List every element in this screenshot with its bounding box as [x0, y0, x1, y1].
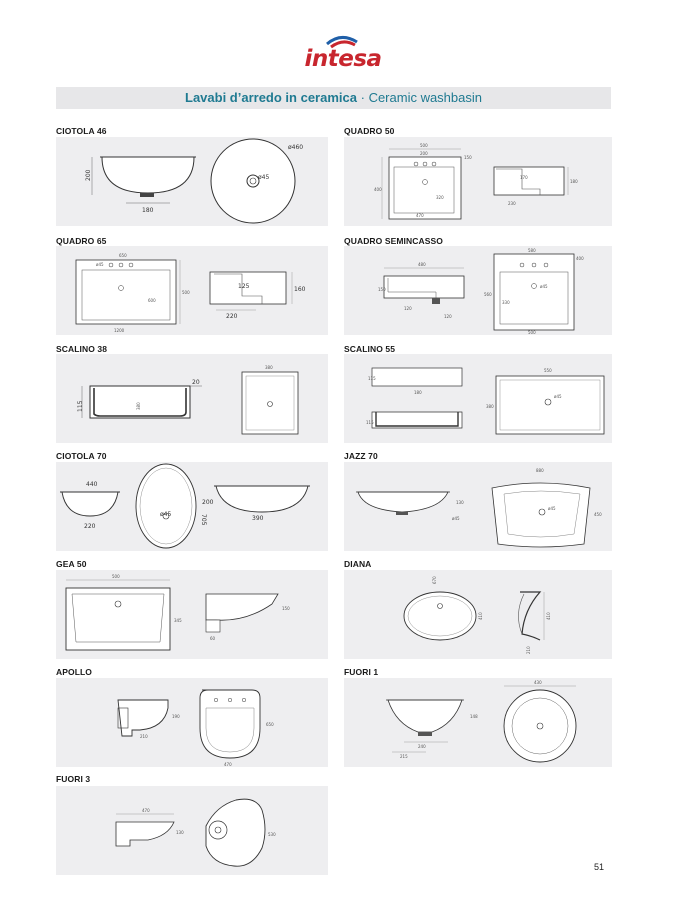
dim-label: 180: [142, 207, 154, 214]
title-english: Ceramic washbasin: [368, 90, 482, 105]
dim-label: 470: [142, 808, 150, 813]
scalino-55-drawing: [344, 354, 612, 443]
product-drawing-ciotola-70: [56, 462, 328, 551]
dim-label: 650: [119, 253, 127, 258]
dim-label: 560: [484, 292, 492, 297]
product-drawing-ciotola-46: [56, 137, 328, 226]
dim-label: ø45: [160, 511, 172, 518]
dim-label: 230: [508, 201, 516, 206]
dim-label: ø45: [540, 284, 548, 289]
dim-label: ø45: [258, 174, 270, 181]
product-name-apollo: APOLLO: [56, 667, 93, 677]
product-drawing-scalino-38: [56, 354, 328, 443]
product-name-gea-50: GEA 50: [56, 559, 87, 569]
dim-label: 115: [77, 400, 84, 412]
product-drawing-jazz-70: [344, 462, 612, 551]
dim-label: 150: [282, 606, 290, 611]
title-separator: ·: [360, 90, 365, 105]
product-drawing-diana: [344, 570, 612, 659]
product-drawing-quadro-50: [344, 137, 612, 226]
dim-label: 125: [238, 283, 250, 290]
product-name-ciotola-70: CIOTOLA 70: [56, 451, 107, 461]
dim-label: 400: [374, 187, 382, 192]
dim-label: 580: [528, 248, 536, 253]
apollo-drawing: [56, 678, 328, 767]
dim-label: 180: [570, 179, 578, 184]
ciotola-70-drawing: [56, 462, 328, 551]
dim-label: 210: [526, 646, 531, 654]
dim-label: 380: [265, 365, 273, 370]
page-header: [56, 87, 611, 109]
quadro-50-drawing: [344, 137, 612, 226]
dim-label: 480: [418, 262, 426, 267]
dim-label: 220: [226, 313, 238, 320]
scalino-38-drawing: [56, 354, 328, 443]
dim-label: 220: [84, 523, 96, 530]
fuori-1-drawing: [344, 678, 612, 767]
product-drawing-quadro-semincasso: [344, 246, 612, 335]
dim-label: 670: [432, 576, 437, 584]
dim-label: 530: [268, 832, 276, 837]
product-drawing-scalino-55: [344, 354, 612, 443]
dim-label: 130: [456, 500, 464, 505]
quadro-65-drawing: [56, 246, 328, 335]
dim-label: 410: [546, 612, 551, 620]
dim-label: 500: [182, 290, 190, 295]
jazz-70-drawing: [344, 462, 612, 551]
ciotola-46-drawing: [56, 137, 328, 226]
product-name-quadro-semincasso: QUADRO SEMINCASSO: [344, 236, 443, 246]
dim-label: ø45: [548, 506, 556, 511]
dim-label: 500: [420, 143, 428, 148]
dim-label: 200: [202, 499, 214, 506]
product-name-fuori-1: FUORI 1: [344, 667, 379, 677]
title-italian: Lavabi d’arredo in ceramica: [185, 90, 357, 105]
dim-label: 170: [520, 175, 528, 180]
product-drawing-gea-50: [56, 570, 328, 659]
product-name-jazz-70: JAZZ 70: [344, 451, 378, 461]
fuori-3-drawing: [56, 786, 328, 875]
dim-label: 115: [366, 420, 374, 425]
dim-label: 120: [404, 306, 412, 311]
dim-label: ø45: [554, 394, 562, 399]
dim-label: ø460: [288, 144, 304, 151]
dim-label: 470: [416, 213, 424, 218]
dim-label: ø45: [96, 262, 104, 267]
dim-label: 330: [502, 300, 510, 305]
product-name-quadro-65: QUADRO 65: [56, 236, 107, 246]
dim-label: 115: [368, 376, 376, 381]
brand-wordmark: intesa: [304, 46, 382, 72]
dim-label: 200: [420, 151, 428, 156]
dim-label: 650: [266, 722, 274, 727]
dim-label: 550: [544, 368, 552, 373]
dim-label: 215: [400, 754, 408, 759]
product-name-scalino-38: SCALINO 38: [56, 344, 108, 354]
dim-label: 440: [86, 481, 98, 488]
dim-label: 470: [224, 762, 232, 767]
dim-label: 60: [210, 636, 216, 641]
dim-label: 240: [418, 744, 426, 749]
brand-logo: [293, 28, 393, 78]
dim-label: 400: [576, 256, 584, 261]
dim-label: 380: [136, 402, 141, 410]
gea-50-drawing: [56, 570, 328, 659]
dim-label: 380: [486, 404, 494, 409]
dim-label: 430: [534, 680, 542, 685]
dim-label: ø45: [452, 516, 460, 521]
product-name-scalino-55: SCALINO 55: [344, 344, 396, 354]
dim-label: 130: [176, 830, 184, 835]
dim-label: 160: [294, 286, 306, 293]
dim-label: 500: [528, 330, 536, 335]
quadro-semincasso-drawing: [344, 246, 612, 335]
product-drawing-fuori-3: [56, 786, 328, 875]
page-number: 51: [594, 862, 605, 872]
dim-label: 880: [536, 468, 544, 473]
product-drawing-quadro-65: [56, 246, 328, 335]
dim-label: 600: [148, 298, 156, 303]
dim-label: 320: [436, 195, 444, 200]
dim-label: 200: [85, 169, 92, 181]
dim-label: 190: [172, 714, 180, 719]
dim-label: 450: [594, 512, 602, 517]
dim-label: 705: [200, 514, 207, 526]
dim-label: 20: [192, 379, 200, 386]
product-name-quadro-50: QUADRO 50: [344, 126, 395, 136]
dim-label: 410: [478, 612, 483, 620]
dim-label: 150: [464, 155, 472, 160]
dim-label: 120: [444, 314, 452, 319]
product-name-fuori-3: FUORI 3: [56, 774, 91, 784]
product-name-diana: DIANA: [344, 559, 372, 569]
dim-label: 210: [140, 734, 148, 739]
dim-label: 150: [378, 287, 386, 292]
dim-label: 500: [112, 574, 120, 579]
dim-label: 390: [252, 515, 264, 522]
dim-label: 148: [470, 714, 478, 719]
diana-drawing: [344, 570, 612, 659]
product-drawing-fuori-1: [344, 678, 612, 767]
product-drawing-apollo: [56, 678, 328, 767]
dim-label: 1200: [114, 328, 125, 333]
product-name-ciotola-46: CIOTOLA 46: [56, 126, 107, 136]
dim-label: 180: [414, 390, 422, 395]
dim-label: 345: [174, 618, 182, 623]
